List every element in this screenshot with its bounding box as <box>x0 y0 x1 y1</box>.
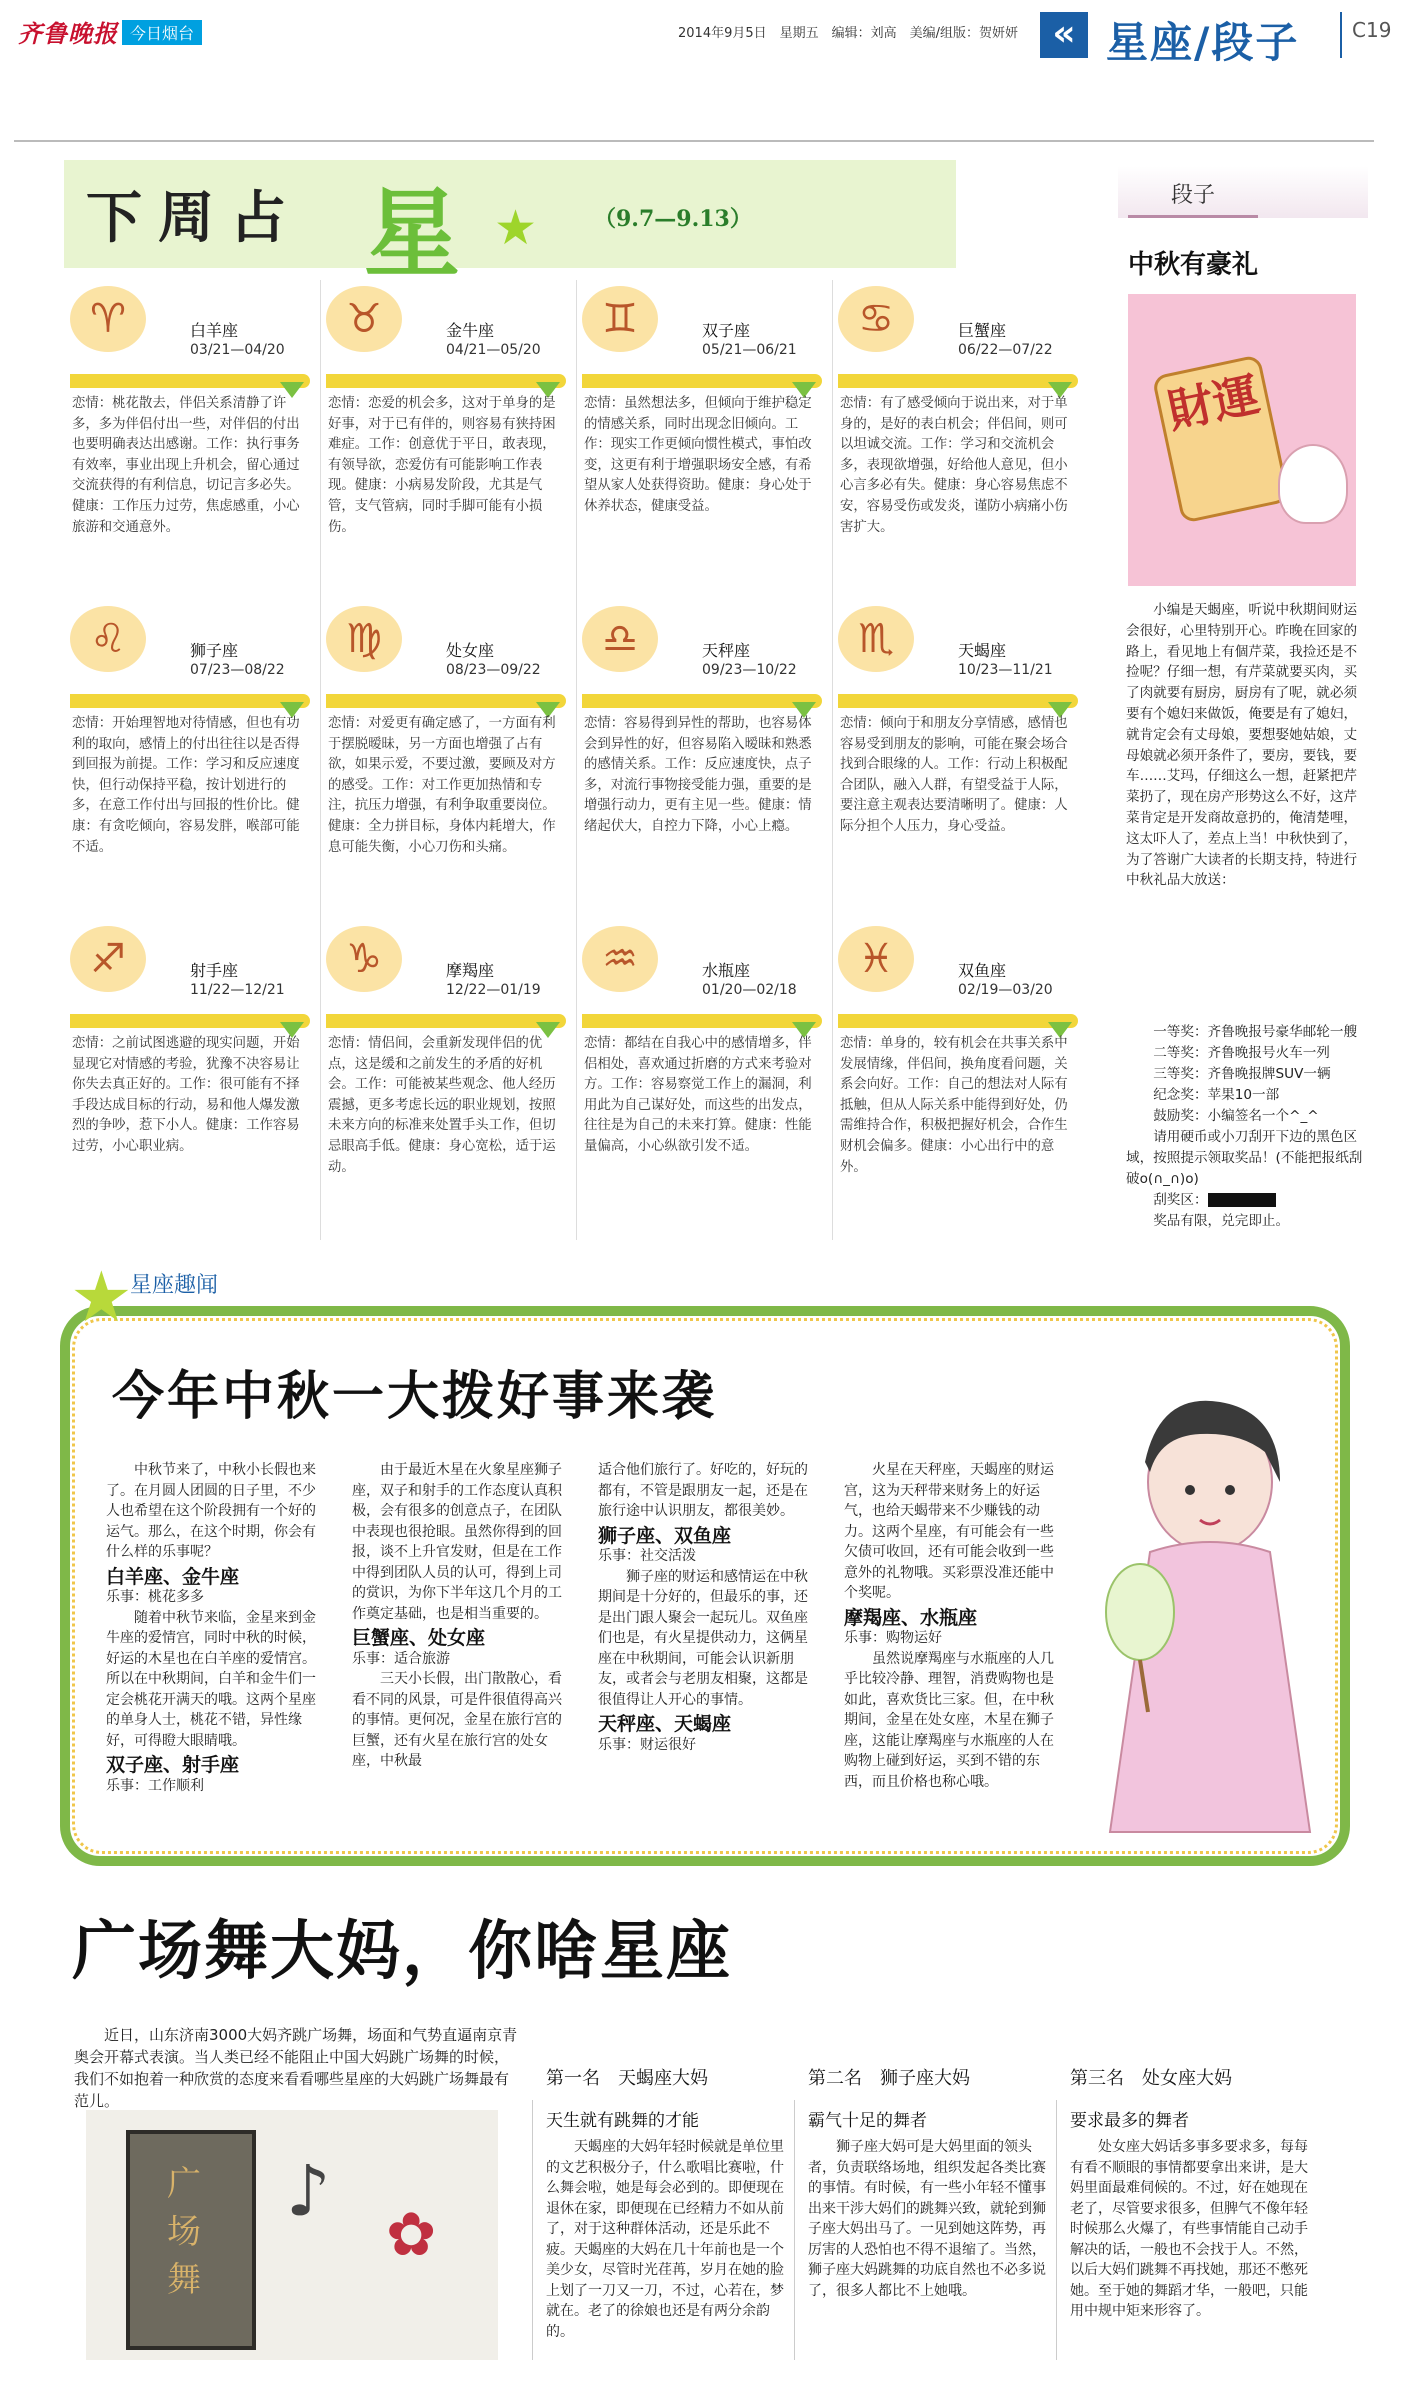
prize-item: 二等奖：齐鲁晚报号火车一列 <box>1153 1045 1330 1061</box>
news-column-4 <box>844 1460 1062 1792</box>
rank-subtitle: 霸气十足的舞者 <box>808 2111 927 2131</box>
sign-name: 金牛座 <box>446 321 495 340</box>
fortune-charm-illustration <box>1128 294 1356 586</box>
ram-icon: ♈ <box>70 286 146 352</box>
sign-dates: 12/22—01/19 <box>446 982 541 998</box>
fortune-charm: 財運 <box>1152 354 1291 524</box>
page-header <box>0 0 1417 67</box>
column-divider <box>794 2100 795 2360</box>
news-theme: 乐事：适合旅游 <box>352 1650 450 1667</box>
column-divider <box>832 280 833 1240</box>
sign-forecast: 恋情：恋爱的机会多，这对于单身的是好事，对于已有伴的，则容易有狭持困难症。工作：创意优于平日，敢表现，有领导欲，恋爱仿有可能影响工作表现。健康：小病易发阶段，尤其是气管，支气管病，同时手脚可能有小损伤。 <box>328 396 556 535</box>
sign-dates: 04/21—05/20 <box>446 342 541 358</box>
news-paragraph: 虽然说摩羯座与水瓶座的人几乎比较冷静、理智，消费购物也是如此，喜欢货比三家。但，在中秋期间，金星在处女座，木星在狮子座，这能让摩羯座与水瓶座的人在购物上碰到好运，买到不错的东西，而且价格也称心哦。 <box>844 1650 1054 1790</box>
sign-forecast: 恋情：开始理智地对待情感，但也有功利的取向，感情上的付出往往以是否得到回报为前提。工作：学习和反应速度快，但行动保持平稳，按计划进行的多，在意工作付出与回报的性价比。健康：有贪吃倾向，容易发胖，喉部可能不适。 <box>72 716 300 855</box>
news-column-3 <box>598 1460 816 1755</box>
horoscope-title-bar <box>64 160 956 290</box>
sign-name: 摩羯座 <box>446 961 495 980</box>
rank-text: 处女座大妈话多事多要求多，每每有看不顺眼的事情都要拿出来讲，是大妈里面最难伺候的。不过，好在她现在老了，尽管要求很多，但脾气不像年轻时候那么火爆了，有些事情能自己动手解决的话，一般也不会找于人。不然，以后大妈们跳舞不再找她，那还不憋死她。至于她的舞蹈才华，一般吧，只能用中规中矩来形容了。 <box>1070 2139 1308 2319</box>
prize-footer: 奖品有限，兑完即止。 <box>1153 1213 1290 1229</box>
sign-divider-bar <box>582 694 822 708</box>
divider <box>1340 12 1342 58</box>
sign-divider-bar <box>838 1014 1078 1028</box>
zodiac-sign-card <box>582 598 830 928</box>
sign-dates: 02/19—03/20 <box>958 982 1053 998</box>
section-tag: 今日烟台 <box>122 20 202 45</box>
rank-title: 第二名 狮子座大妈 <box>808 2068 970 2089</box>
sign-forecast: 恋情：倾向于和朋友分享情感，感情也容易受到朋友的影响，可能在聚会场合找到合眼缘的人。工作：行动上积极配合团队，融入人群，有望受益于人际，要注意主观表达要清晰明了。健康：人际分担个人压力，身心受益。 <box>840 716 1068 834</box>
zodiac-sign-card <box>582 918 830 1248</box>
issue-meta: 2014年9月5日 星期五 编辑：刘高 美编/组版：贺妍妍 <box>678 26 1019 41</box>
news-paragraph: 狮子座的财运和感情运在中秋期间是十分好的，但最乐的事，还是出门跟人聚会一起玩儿。双鱼座们也是，有火星提供动力，这俩星座在中秋期间，可能会认识新朋友，或者会与老朋友相聚，这都是很值得让人开心的事情。 <box>598 1568 808 1708</box>
sign-forecast: 恋情：都结在自我心中的感情增多，伴侣相处，喜欢通过折磨的方式来考验对方。工作：容易察觉工作上的漏洞，利用此为自己谋好处，而这些的出发点，往往是为自己的未来打算。健康：性能量偏高，小心纵欲引发不适。 <box>584 1036 812 1154</box>
horoscope-dates: （9.7—9.13） <box>594 206 752 232</box>
news-subhead: 天秤座、天蝎座 <box>598 1713 732 1735</box>
scales-icon: ♎ <box>582 606 658 672</box>
sign-divider-bar <box>70 694 310 708</box>
sign-name: 射手座 <box>190 961 239 980</box>
goat-icon: ♑ <box>326 926 402 992</box>
sign-dates: 05/21—06/21 <box>702 342 797 358</box>
column-divider <box>1056 2100 1057 2360</box>
twins-icon: ♊ <box>582 286 658 352</box>
news-subhead: 双子座、射手座 <box>106 1754 240 1776</box>
horoscope-title-star-char: 星 <box>364 177 460 290</box>
sign-divider-bar <box>838 374 1078 388</box>
prize-item: 鼓励奖：小编签名一个^_^ <box>1153 1108 1319 1124</box>
sign-dates: 11/22—12/21 <box>190 982 285 998</box>
sign-forecast: 恋情：单身的，较有机会在共事关系中发展情缘，伴侣间，换角度看问题，关系会向好。工作：自己的想法对人际有抵触，但从人际关系中能得到好处，仍需维持合作，积极把握好机会，合作生财机会偏多。健康：小心出行中的意外。 <box>840 1036 1068 1175</box>
news-column-1 <box>106 1460 324 1796</box>
sidebar-title: 中秋有豪礼 <box>1128 250 1259 280</box>
moon-fairy-illustration <box>1090 1372 1330 1842</box>
zodiac-sign-card <box>838 918 1086 1248</box>
sign-dates: 10/23—11/21 <box>958 662 1053 678</box>
speaker-label: 广场舞 <box>167 2164 201 2300</box>
prize-item: 纪念奖：苹果10一部 <box>1153 1087 1280 1103</box>
news-paragraph: 三天小长假，出门散散心，看看不同的风景，可是件很值得高兴的事情。更何况，金星在旅行宫的巨蟹，还有火星在旅行宫的处女座，中秋最 <box>352 1671 562 1769</box>
rank-text: 狮子座大妈可是大妈里面的领头者，负责联络场地，组织发起各类比赛的事情。有时候，有一些小年轻不懂事出来干涉大妈们的跳舞兴致，就轮到狮子座大妈出马了。一见到她这阵势，再厉害的人恐怕也不得不退缩了。当然，狮子座大妈跳舞的功底自然也不必多说了，很多人都比不上她哦。 <box>808 2139 1046 2299</box>
fish-icon: ♓ <box>838 926 914 992</box>
dance-headline: 广场舞大妈，你啥星座 <box>72 1915 732 1989</box>
sign-forecast: 恋情：桃花散去，伴侣关系清静了许多，多为伴侣付出一些，对伴侣的付出也要明确表达出感谢。工作：执行事务有效率，事业出现上升机会，留心通过交流获得的有利信息，切记言多必失。健康：工作压力过劳，焦虑感重，小心旅游和交通意外。 <box>72 396 300 535</box>
rank-subtitle: 天生就有跳舞的才能 <box>546 2111 699 2131</box>
news-subhead: 摩羯座、水瓶座 <box>844 1606 978 1629</box>
rank-subtitle: 要求最多的舞者 <box>1070 2111 1189 2131</box>
news-theme: 乐事：购物运好 <box>844 1630 942 1646</box>
maiden-icon: ♍ <box>326 606 402 672</box>
zodiac-sign-card <box>326 918 574 1248</box>
sign-forecast: 恋情：有了感受倾向于说出来，对于单身的，是好的表白机会；伴侣间，则可以坦诚交流。工作：学习和交流机会多，表现欲增强，好给他人意见，但小心言多必有失。健康：身心容易焦虑不安，容易受伤或发炎，谨防小病痛小伤害扩大。 <box>840 396 1068 535</box>
news-theme: 乐事：财运很好 <box>598 1736 696 1753</box>
archer-icon: ♐ <box>70 926 146 992</box>
crab-icon: ♋ <box>838 286 914 352</box>
sign-name: 处女座 <box>446 641 495 660</box>
zodiac-sign-card <box>326 598 574 928</box>
prize-item: 一等奖：齐鲁晚报号豪华邮轮一艘 <box>1153 1024 1358 1040</box>
dance-rank-column <box>546 2064 784 2342</box>
sign-name: 天蝎座 <box>958 641 1007 660</box>
sign-name: 水瓶座 <box>702 961 751 980</box>
rank-title: 第三名 处女座大妈 <box>1070 2068 1232 2089</box>
dance-rank-column <box>808 2064 1046 2301</box>
news-column-2 <box>352 1460 570 1772</box>
zodiac-sign-card <box>582 278 830 608</box>
sign-name: 双子座 <box>702 321 751 340</box>
sign-dates: 03/21—04/20 <box>190 342 285 358</box>
sign-dates: 01/20—02/18 <box>702 982 797 998</box>
horoscope-news <box>60 1256 1350 1882</box>
news-tag: 星座趣闻 <box>130 1273 219 1298</box>
zodiac-sign-card <box>70 598 318 928</box>
sign-name: 白羊座 <box>190 321 239 340</box>
section-title: 星座/段子 <box>1106 18 1300 67</box>
zodiac-sign-card <box>838 598 1086 928</box>
news-paragraph: 随着中秋节来临，金星来到金牛座的爱情宫，同时中秋的时候，好运的木星也在白羊座的爱情宫。所以在中秋期间，白羊和金牛们一定会桃花开满天的哦。这两个星座的单身人士，桃花不错，异性缘好，可得瞪大眼睛哦。 <box>106 1609 316 1749</box>
fan-icon: ✿ <box>386 2200 437 2270</box>
double-chevron-icon: « <box>1040 12 1088 58</box>
newspaper-logo: 齐鲁晚报 <box>18 19 118 48</box>
prize-list <box>1126 1022 1370 1232</box>
dancers-illustration <box>86 2110 498 2360</box>
sign-dates: 08/23—09/22 <box>446 662 541 678</box>
news-paragraph: 适合他们旅行了。好吃的，好玩的都有，不管是跟朋友一起，还是在旅行途中认识朋友，都很美妙。 <box>598 1462 808 1519</box>
sign-divider-bar <box>582 1014 822 1028</box>
news-subhead: 巨蟹座、处女座 <box>352 1627 486 1649</box>
sidebar-tag: 段子 <box>1128 178 1258 218</box>
page-number: C19 <box>1352 18 1392 42</box>
sign-divider-bar <box>326 374 566 388</box>
column-divider <box>576 280 577 1240</box>
sign-forecast: 恋情：之前试图逃避的现实问题，开始显现它对情感的考验，犹豫不决容易让你失去真正好的。工作：很可能有不择手段达成目标的行动，易和他人爆发激烈的争吵，惹下小人。健康：工作容易过劳，小心职业病。 <box>72 1036 300 1154</box>
news-paragraph: 中秋节来了，中秋小长假也来了。在月圆人团圆的日子里，不少人也希望在这个阶段拥有一个好的运气。那么，在这个时期，你会有什么样的乐事呢？ <box>106 1462 316 1560</box>
sign-name: 狮子座 <box>190 641 239 660</box>
sign-divider-bar <box>70 1014 310 1028</box>
joke-sidebar <box>1118 166 1368 1286</box>
sign-divider-bar <box>582 374 822 388</box>
sign-divider-bar <box>326 694 566 708</box>
zodiac-sign-card <box>838 278 1086 608</box>
header-rule <box>14 140 1374 142</box>
sign-forecast: 恋情：虽然想法多，但倾向于维护稳定的情感关系，同时出现念旧倾向。工作：现实工作更倾向惯性模式，事怕改变，这更有利于增强职场安全感，有希望从家人处获得资助。健康：身心处于休养状态，健康受益。 <box>584 396 812 514</box>
water-bearer-icon: ♒ <box>582 926 658 992</box>
zodiac-sign-card <box>326 278 574 608</box>
news-subhead: 狮子座、双鱼座 <box>598 1524 732 1547</box>
sign-name: 双鱼座 <box>958 961 1007 980</box>
news-paragraph: 火星在天秤座，天蝎座的财运宫，这为天秤带来财务上的好运气，也给天蝎带来不少赚钱的动力。这两个星座，有可能会有一些欠债可收回，还有可能会收到一些意外的礼物哦。买彩票没准还能中个奖呢。 <box>844 1462 1054 1601</box>
dance-intro: 近日，山东济南3000大妈齐跳广场舞，场面和气势直逼南京青奥会开幕式表演。当人类已经不能阻止中国大妈跳广场舞的时候，我们不如抱着一种欣赏的态度来看看哪些星座的大妈跳广场舞最有范儿。 <box>74 2026 518 2110</box>
sign-forecast: 恋情：容易得到异性的帮助，也容易体会到异性的好，但容易陷入暧昧和熟悉的感情关系。工作：反应速度快，点子多，对流行事物接受能力强，重要的是增强行动力，更有主见一些。健康：情绪起伏大，自控力下降，小心上瘾。 <box>584 716 812 834</box>
cat-icon <box>1278 444 1348 524</box>
star-icon: ★ <box>494 200 538 256</box>
square-dance-article <box>56 1900 1356 2370</box>
news-theme: 乐事：桃花多多 <box>106 1589 204 1605</box>
rank-title: 第一名 天蝎座大妈 <box>546 2068 708 2089</box>
sign-name: 巨蟹座 <box>958 321 1007 340</box>
scratch-area[interactable] <box>1126 1190 1370 1211</box>
scorpion-icon: ♏ <box>838 606 914 672</box>
column-divider <box>532 2100 533 2360</box>
sign-dates: 07/23—08/22 <box>190 662 285 678</box>
scratch-label: 刮奖区： <box>1153 1192 1208 1208</box>
horoscope-title: 下周占 <box>86 185 302 251</box>
lion-icon: ♌ <box>70 606 146 672</box>
rank-text: 天蝎座的大妈年轻时候就是单位里的文艺积极分子，什么歌唱比赛啦，什么舞会啦，她是每会必到的。即便现在退休在家，即便现在已经精力不如从前了，对于这种群体活动，还是乐此不疲。天蝎座的大妈在几十年前也是一个美少女，尽管时光荏苒，岁月在她的脸上划了一刀又一刀，不过，心若在，梦就在。老了的徐娘也还是有两分余韵的。 <box>546 2139 784 2340</box>
sign-forecast: 恋情：情侣间，会重新发现伴侣的优点，这是缓和之前发生的矛盾的好机会。工作：可能被某些观念、他人经历震撼，更多考虑长远的职业规划，按照未来方向的标准来处置手头工作，但切忌眼高手低。健康：身心宽松，适于运动。 <box>328 1036 556 1175</box>
dancer-icon: ♪ <box>286 2150 331 2232</box>
dance-rank-column <box>1070 2064 1308 2322</box>
zodiac-sign-card <box>70 918 318 1248</box>
scratch-off-block[interactable] <box>1208 1193 1276 1207</box>
news-theme: 乐事：社交活泼 <box>598 1548 696 1564</box>
sign-name: 天秤座 <box>702 641 751 660</box>
sign-dates: 09/23—10/22 <box>702 662 797 678</box>
weekly-horoscope <box>64 160 1068 1245</box>
news-paragraph: 由于最近木星在火象星座狮子座，双子和射手的工作态度认真积极，会有很多的创意点子，在团队中表现也很抢眼。虽然你得到的回报，谈不上升官发财，但是在工作中得到团队人员的认可，得到上司的赏识，为你下半年这几个月的工作奠定基础，也是相当重要的。 <box>352 1462 562 1622</box>
prize-item: 三等奖：齐鲁晚报牌SUV一辆 <box>1153 1066 1331 1082</box>
sign-divider-bar <box>70 374 310 388</box>
zodiac-sign-card <box>70 278 318 608</box>
sign-divider-bar <box>326 1014 566 1028</box>
news-headline: 今年中秋一大拨好事来袭 <box>112 1367 718 1427</box>
news-subhead: 白羊座、金牛座 <box>106 1565 240 1588</box>
sign-divider-bar <box>838 694 1078 708</box>
sidebar-story: 小编是天蝎座，听说中秋期间财运会很好，心里特别开心。昨晚在回家的路上，看见地上有個芹菜，我捡还是不捡呢？仔细一想，有芹菜就要买肉，买了肉就要有厨房，厨房有了呢，就必须要有个媳妇来做饭，俺要是有了媳妇，就肯定会有丈母娘，要想娶她姑娘，丈母娘就必须开条件了，要房，要钱，要车……艾玛，仔细这么一想，赶紧把芹菜扔了，现在房产形势这么不好，这芹菜肯定是开发商故意扔的，俺清楚哩，这太吓人了，差点上当！中秋快到了，为了答谢广大读者的长期支持，特进行中秋礼品大放送： <box>1126 602 1358 889</box>
star-icon: ★ <box>70 1256 133 1338</box>
column-divider <box>320 280 321 1240</box>
bull-icon: ♉ <box>326 286 402 352</box>
sign-forecast: 恋情：对爱更有确定感了，一方面有利于摆脱暧昧，另一方面也增强了占有欲，如果示爱，不要过激，要顾及对方的感受。工作：对工作更加热情和专注，抗压力增强，有利争取重要岗位。健康：全力拼目标，身体内耗增大，作息可能失衡，小心刀伤和头痛。 <box>328 716 556 855</box>
news-theme: 乐事：工作顺利 <box>106 1777 204 1794</box>
scratch-instructions: 请用硬币或小刀刮开下边的黑色区域，按照提示领取奖品！(不能把报纸刮破o(∩_∩)o) <box>1126 1129 1363 1187</box>
sign-dates: 06/22—07/22 <box>958 342 1053 358</box>
